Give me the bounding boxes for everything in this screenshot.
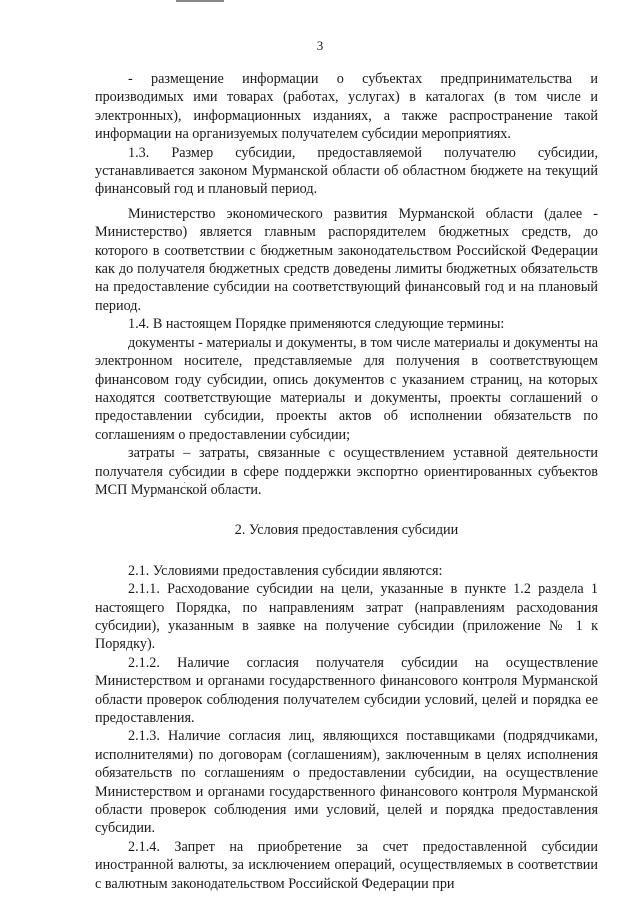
page-number: 3: [316, 38, 324, 53]
section-heading: 2. Условия предоставления субсидии: [234, 522, 459, 539]
paragraph-ministry: Министерство экономического развития Мурманской области (далее - Министерство) является главным распорядителем бюджетных средств, до которого в соответствии с бюджетным законодательством Российской Федерации как до получателя бюджетных средств доведены лимиты бюджетных обязательств на предоставление субсидии на соответствующий финансовый год и на плановый период.: [95, 205, 598, 314]
paragraph-term-costs: затраты – затраты, связанные с осуществлением уставной деятельности получателя субсидии в сфере поддержки экспортно ориентированных субъектов МСП Мурманской области.: [95, 445, 598, 498]
scan-artifact-line: [176, 0, 224, 2]
paragraph-2-1: 2.1. Условиями предоставления субсидии являются:: [128, 562, 443, 579]
paragraph-2-1-1: 2.1.1. Расходование субсидии на цели, указанные в пункте 1.2 раздела 1 настоящего Порядка, по направлениям затрат (направлениям расходования субсидии), указанным в заявке на получение субсидии (приложение № 1 к Порядку).: [95, 581, 598, 653]
document-body: [95, 70, 598, 893]
paragraph-2-1-2: 2.1.2. Наличие согласия получателя субсидии на осуществление Министерством и органами государственного финансового контроля Мурманской области проверок соблюдения получателем субсидии условий, целей и порядка ее предоставления.: [95, 654, 598, 726]
paragraph-1-3-subsidy-size: 1.3. Размер субсидии, предоставляемой получателю субсидии, устанавливается законом Мурманской области об областном бюджете на текущий финансовый год и плановый период.: [95, 144, 598, 198]
paragraph-1-4-terms: 1.4. В настоящем Порядке применяются следующие термины:: [128, 316, 505, 333]
paragraph-2-1-4: 2.1.4. Запрет на приобретение за счет предоставленной субсидии иностранной валюты, за исключением операций, осуществляемых в соответствии с валютным законодательством Российской Федерации при: [95, 838, 598, 892]
paragraph-2-1-3: 2.1.3. Наличие согласия лиц, являющихся поставщиками (подрядчиками, исполнителями) по договорам (соглашениям), заключенным в целях исполнения обязательств по соглашениям о предоставлении субсидии, на осуществление Министерством и органами государственного финансового контроля Мурманской области проверок соблюдения ими условий, целей и порядка предоставления субсидии.: [95, 728, 598, 837]
paragraph-term-documents: документы - материалы и документы, в том числе материалы и документы на электронном носителе, представляемые для получения в соответствующем финансовом году субсидии, опись документов с указанием страниц, на которых находятся соответствующие материалы и документы, проекты соглашений о предоставлении субсидии, проекты актов об исполнении обязательств по соглашениям о предоставлении субсидии;: [95, 334, 598, 443]
paragraph-placement-info: - размещение информации о субъектах предпринимательства и производимых ими товарах (работах, услугах) в каталогах (в том числе и электронных), информационных изданиях, а также распространение такой информации на организуемых получателем субсидии мероприятиях.: [95, 71, 598, 143]
